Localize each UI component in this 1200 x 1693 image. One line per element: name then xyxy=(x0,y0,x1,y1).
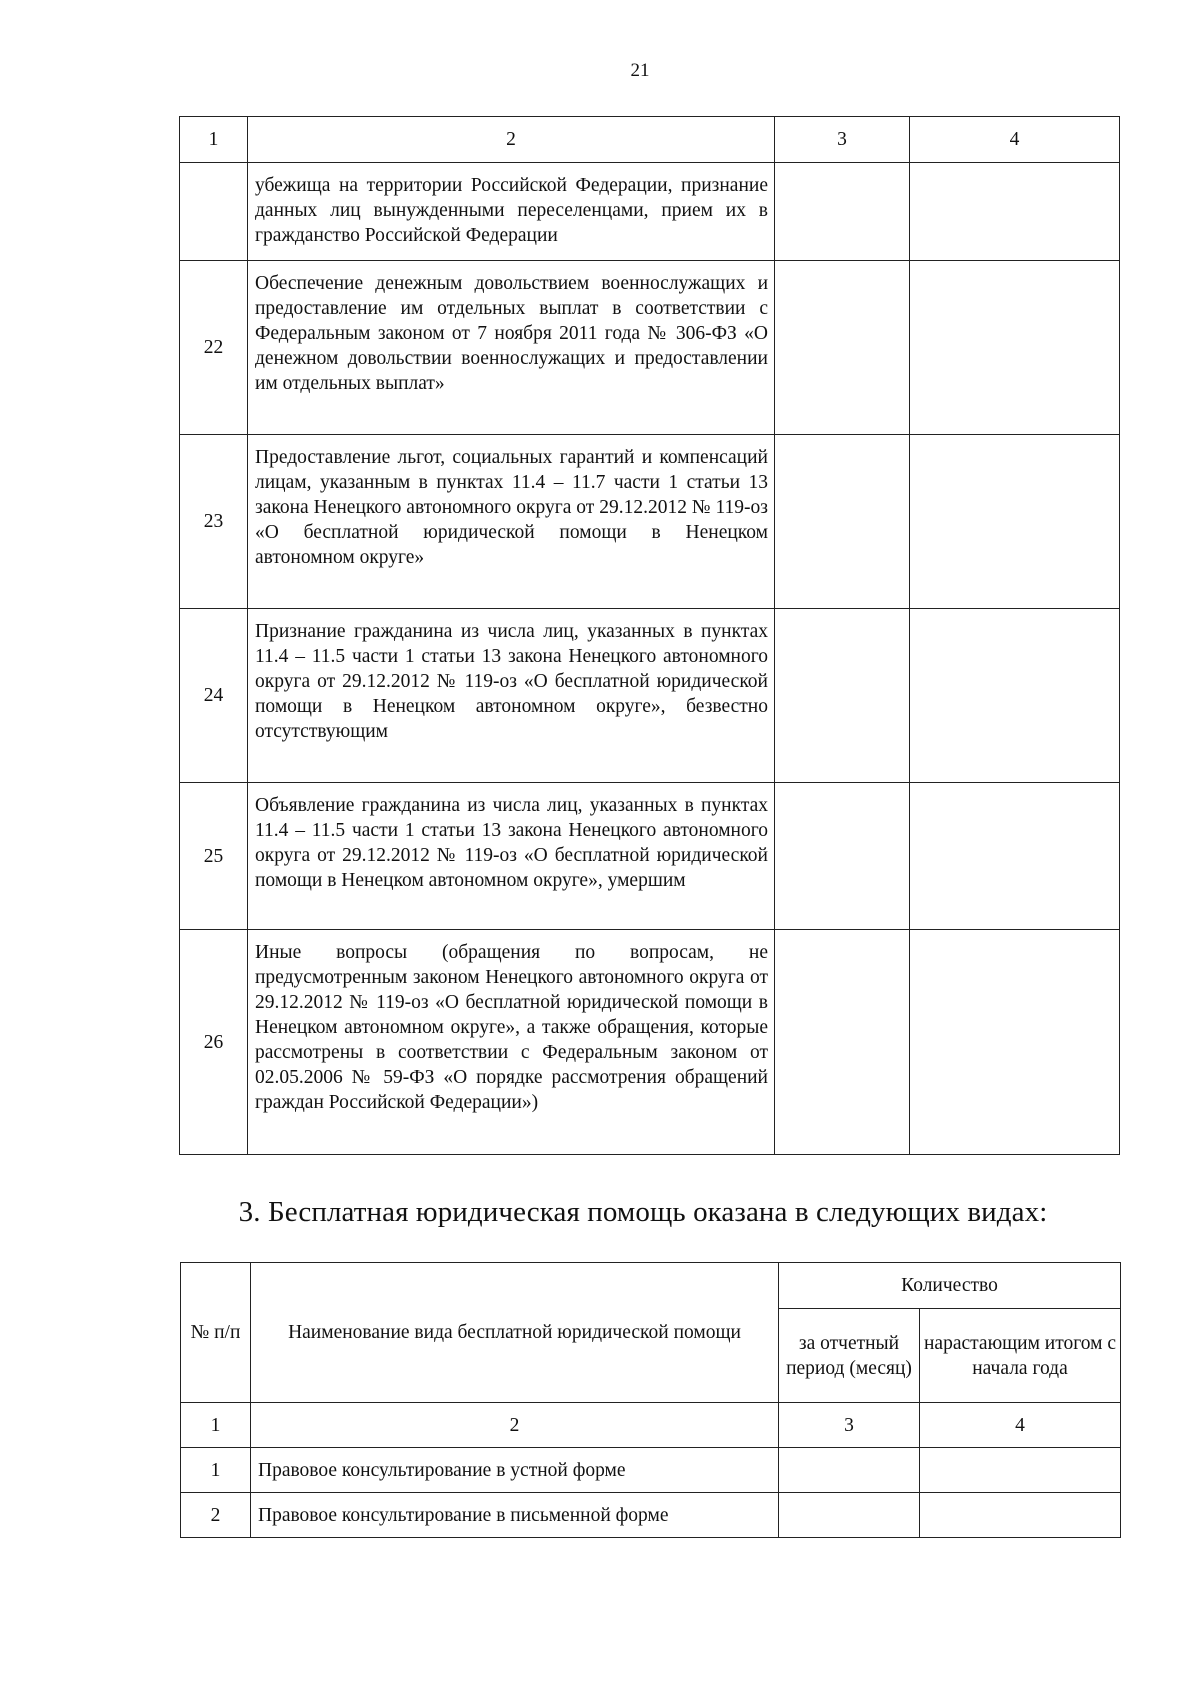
row-col3-cell xyxy=(775,930,910,1155)
row-col3-cell xyxy=(775,435,910,609)
row-number: 2 xyxy=(181,1493,251,1538)
row-number: 1 xyxy=(181,1448,251,1493)
row-description: Объявление гражданина из числа лиц, указанных в пунктах 11.4 – 11.5 части 1 статьи 13 закона Ненецкого автономного округа от 29.12.2012 № 119-оз «О бесплатной юридической помощи в Ненецком автономном округе», умершим xyxy=(248,783,775,930)
table-row xyxy=(180,261,1120,435)
column-number: 4 xyxy=(910,117,1120,163)
row-cumulative-cell xyxy=(920,1448,1121,1493)
row-col4-cell xyxy=(910,261,1120,435)
row-description: Признание гражданина из числа лиц, указанных в пунктах 11.4 – 11.5 части 1 статьи 13 закона Ненецкого автономного округа от 29.12.2012 № 119-оз «О бесплатной юридической помощи в Ненецком автономном округе», безвестно отсутствующим xyxy=(248,609,775,783)
table-row xyxy=(180,930,1120,1155)
table-row xyxy=(181,1448,1121,1493)
row-number xyxy=(180,163,248,261)
row-col4-cell xyxy=(910,930,1120,1155)
table-row xyxy=(180,609,1120,783)
row-col3-cell xyxy=(775,261,910,435)
row-description: убежища на территории Российской Федерации, признание данных лиц вынужденными переселенцами, прием их в гражданство Российской Федерации xyxy=(248,163,775,261)
row-period-cell xyxy=(779,1448,920,1493)
table-row xyxy=(180,435,1120,609)
row-number: 26 xyxy=(180,930,248,1155)
legal-aid-types-table xyxy=(180,1262,1121,1538)
column-number: 2 xyxy=(251,1403,779,1448)
header-num: № п/п xyxy=(181,1263,251,1403)
table-row xyxy=(180,163,1120,261)
header-quantity: Количество xyxy=(779,1263,1121,1309)
row-description: Предоставление льгот, социальных гарантий и компенсаций лицам, указанным в пунктах 11.4 – 11.7 части 1 статьи 13 закона Ненецкого автономного округа от 29.12.2012 № 119-оз «О бесплатной юридической помощи в Ненецком автономном округе» xyxy=(248,435,775,609)
column-number: 2 xyxy=(248,117,775,163)
row-description: Обеспечение денежным довольствием военнослужащих и предоставление им отдельных выплат в соответствии с Федеральным законом от 7 ноября 2011 года № 306-ФЗ «О денежном довольствии военнослужащих и предоставлении им отдельных выплат» xyxy=(248,261,775,435)
header-row xyxy=(181,1263,1121,1309)
column-number: 1 xyxy=(181,1403,251,1448)
header-period: за отчетный период (месяц) xyxy=(779,1309,920,1403)
header-cumulative: нарастающим итогом с начала года xyxy=(920,1309,1121,1403)
row-name: Правовое консультирование в устной форме xyxy=(251,1448,779,1493)
column-number-row xyxy=(181,1403,1121,1448)
row-col3-cell xyxy=(775,609,910,783)
row-col4-cell xyxy=(910,163,1120,261)
row-number: 23 xyxy=(180,435,248,609)
page-number: 21 xyxy=(630,60,650,81)
row-cumulative-cell xyxy=(920,1493,1121,1538)
row-col4-cell xyxy=(910,435,1120,609)
row-col4-cell xyxy=(910,609,1120,783)
column-number: 4 xyxy=(920,1403,1121,1448)
row-col3-cell xyxy=(775,163,910,261)
row-col4-cell xyxy=(910,783,1120,930)
header-name: Наименование вида бесплатной юридической помощи xyxy=(251,1263,779,1403)
row-name: Правовое консультирование в письменной форме xyxy=(251,1493,779,1538)
column-number: 3 xyxy=(775,117,910,163)
row-description: Иные вопросы (обращения по вопросам, не предусмотренным законом Ненецкого автономного округа от 29.12.2012 № 119-оз «О бесплатной юридической помощи в Ненецком автономном округе», а также обращения, которые рассмотрены в соответствии с Федеральным законом от 02.05.2006 № 59-ФЗ «О порядке рассмотрения обращений граждан Российской Федерации») xyxy=(248,930,775,1155)
row-number: 22 xyxy=(180,261,248,435)
row-col3-cell xyxy=(775,783,910,930)
continued-table xyxy=(179,116,1120,1155)
table-row xyxy=(180,783,1120,930)
table-row xyxy=(181,1493,1121,1538)
column-number-row xyxy=(180,117,1120,163)
row-number: 24 xyxy=(180,609,248,783)
row-period-cell xyxy=(779,1493,920,1538)
column-number: 3 xyxy=(779,1403,920,1448)
row-number: 25 xyxy=(180,783,248,930)
section-heading: 3. Бесплатная юридическая помощь оказана в следующих видах: xyxy=(238,1196,1048,1228)
column-number: 1 xyxy=(180,117,248,163)
